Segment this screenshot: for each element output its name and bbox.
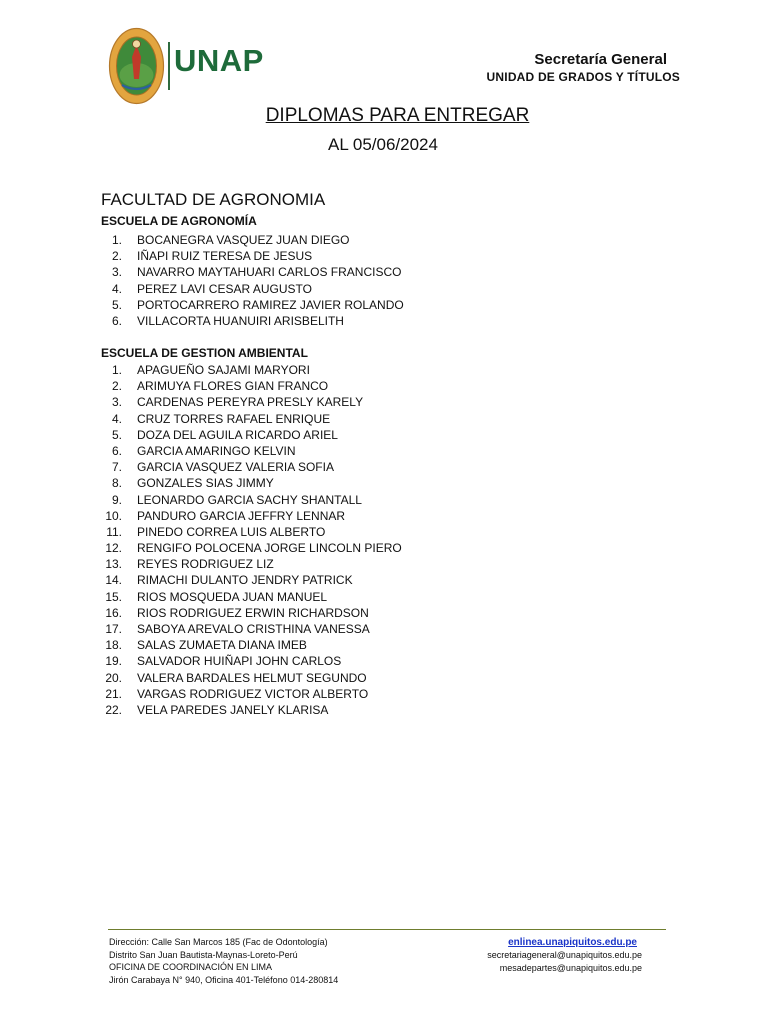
student-name: SABOYA AREVALO CRISTHINA VANESSA [137, 622, 370, 636]
student-name: VARGAS RODRIGUEZ VICTOR ALBERTO [137, 686, 369, 701]
footer-contact [487, 936, 642, 975]
item-number: 3. [111, 265, 122, 280]
item-number: 5. [111, 427, 122, 442]
item-number: 13. [105, 557, 122, 572]
item-number: 6. [111, 313, 122, 328]
student-name: GONZALES SIAS JIMMY [137, 476, 274, 491]
school-heading-gestion-ambiental: ESCUELA DE GESTION AMBIENTAL [101, 346, 308, 360]
student-name: IÑAPI RUIZ TERESA DE JESUS [137, 249, 313, 264]
item-number: 10. [105, 508, 122, 523]
student-name: PINEDO CORREA LUIS ALBERTO [137, 524, 326, 539]
student-name: VALERA BARDALES HELMUT SEGUNDO [137, 670, 367, 685]
item-number: 19. [105, 654, 122, 669]
student-name: LEONARDO GARCIA SACHY SHANTALL [137, 492, 362, 507]
item-number: 14. [105, 573, 122, 588]
student-name: BOCANEGRA VASQUEZ JUAN DIEGO [137, 233, 350, 247]
student-name: NAVARRO MAYTAHUARI CARLOS FRANCISCO [137, 265, 402, 280]
student-name: PANDURO GARCIA JEFFRY LENNAR [137, 508, 346, 523]
footer-divider [108, 929, 666, 930]
student-name: RENGIFO POLOCENA JORGE LINCOLN PIERO [137, 541, 402, 556]
item-number: 7. [111, 460, 122, 475]
footer-address-line: Jirón Carabaya N° 940, Oficina 401-Teléfono 014-280814 [109, 974, 339, 985]
faculty-heading: FACULTAD DE AGRONOMIA [101, 190, 326, 209]
footer-address-line: Distrito San Juan Bautista-Maynas-Loreto-Perú [109, 949, 298, 960]
item-number: 22. [105, 702, 122, 717]
footer-address [109, 936, 338, 986]
item-number: 2. [111, 379, 122, 394]
logo-divider [168, 42, 170, 90]
item-number: 20. [105, 670, 122, 685]
item-number: 17. [105, 622, 122, 636]
item-number: 18. [105, 638, 122, 653]
item-number: 3. [111, 395, 122, 410]
student-name: PEREZ LAVI CESAR AUGUSTO [137, 281, 312, 296]
item-number: 4. [111, 411, 122, 426]
university-seal-logo [108, 27, 165, 105]
item-number: 16. [105, 605, 122, 620]
student-name: ARIMUYA FLORES GIAN FRANCO [137, 379, 329, 394]
item-number: 2. [111, 249, 122, 264]
student-name: GARCIA AMARINGO KELVIN [137, 443, 296, 458]
item-number: 12. [105, 541, 122, 556]
student-name: CARDENAS PEREYRA PRESLY KARELY [137, 395, 364, 410]
student-name: REYES RODRIGUEZ LIZ [137, 557, 274, 572]
item-number: 4. [111, 281, 122, 296]
footer-address-line: Dirección: Calle San Marcos 185 (Fac de Odontología) [109, 937, 328, 947]
footer-address-line: OFICINA DE COORDINACIÓN EN LIMA [109, 962, 273, 972]
item-number: 1. [111, 233, 122, 247]
item-number: 21. [105, 686, 122, 701]
item-number: 8. [111, 476, 122, 491]
student-name: VELA PAREDES JANELY KLARISA [137, 702, 329, 717]
item-number: 5. [111, 297, 122, 312]
student-name: RIMACHI DULANTO JENDRY PATRICK [137, 573, 353, 588]
document-date: AL 05/06/2024 [328, 135, 438, 154]
student-name: DOZA DEL AGUILA RICARDO ARIEL [137, 427, 338, 442]
student-name: GARCIA VASQUEZ VALERIA SOFIA [137, 460, 334, 475]
document-title: DIPLOMAS PARA ENTREGAR [265, 105, 530, 126]
email-mesa-de-partes[interactable]: mesadepartes@unapiquitos.edu.pe [499, 963, 642, 973]
student-name: SALVADOR HUIÑAPI JOHN CARLOS [137, 654, 342, 669]
student-name: RIOS RODRIGUEZ ERWIN RICHARDSON [137, 605, 369, 620]
website-link[interactable]: enlinea.unapiquitos.edu.pe [508, 937, 637, 948]
item-number: 11. [106, 524, 122, 539]
school-heading-agronomia: ESCUELA DE AGRONOMÍA [101, 214, 257, 228]
student-name: RIOS MOSQUEDA JUAN MANUEL [137, 589, 328, 604]
student-name: CRUZ TORRES RAFAEL ENRIQUE [137, 411, 331, 426]
student-name: APAGUEÑO SAJAMI MARYORI [137, 363, 310, 377]
student-name: PORTOCARRERO RAMIREZ JAVIER ROLANDO [137, 297, 404, 312]
email-secretaria[interactable]: secretariageneral@unapiquitos.edu.pe [487, 950, 642, 960]
department-name: Secretaría General [534, 51, 667, 68]
unit-name: UNIDAD DE GRADOS Y TÍTULOS [486, 70, 680, 84]
item-number: 9. [111, 492, 122, 507]
unap-logo-text: UNAP [174, 43, 264, 78]
student-name: SALAS ZUMAETA DIANA IMEB [137, 638, 307, 653]
item-number: 6. [111, 443, 122, 458]
item-number: 15. [105, 589, 122, 604]
item-number: 1. [111, 363, 122, 377]
student-name: VILLACORTA HUANUIRI ARISBELITH [137, 313, 344, 328]
